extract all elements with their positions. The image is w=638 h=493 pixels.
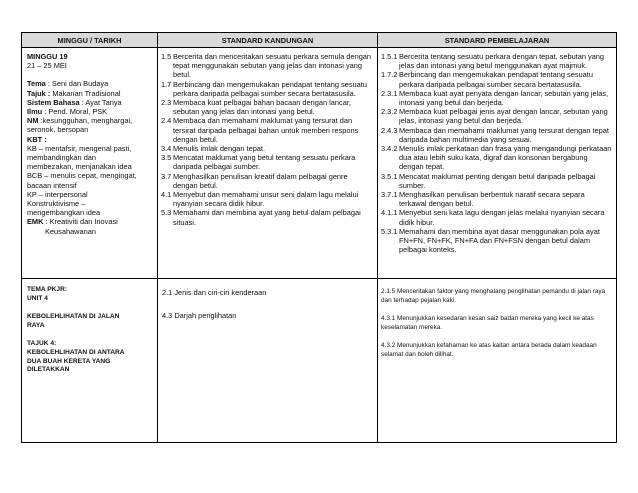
table-row (22, 279, 617, 443)
sistem-line: Sistem Bahasa : Ayat Tanya (27, 97, 122, 107)
list-item: 3.4 Menulis imlak dengan tepat. (161, 144, 266, 154)
list-item: 4.1 Menyebut dan memahami unsur seni dalam lagu melalui nyanyian secara didik hibur. (161, 190, 359, 209)
kbt-line: KP – interpersonal (27, 189, 88, 199)
kbt-line: membezakan, menjanakan idea (27, 162, 132, 172)
list-item: 3.5 Mencatat maklumat yang betul tentang sesuatu perkara daripada pelbagai sumber. (161, 153, 356, 172)
emk-line: EMK : Kreativiti dan Inovasi (27, 217, 118, 227)
standard-kandungan-cell (158, 48, 378, 279)
kbt-line: membandingkan dan (27, 153, 97, 163)
list-item: 2.3 Membaca kuat pelbagai bahan bacaan dengan lancar, sebutan yang jelas dan intonasi yang betul. (161, 98, 351, 117)
pkjr-kebolehlihatan-2: RAYA (27, 321, 45, 329)
kbt-line: BCB – menulis cepat, mengingat, (27, 171, 137, 181)
week-number: MINGGU 19 (27, 52, 68, 61)
pkjr-pembelajaran-item: 4.3.2 Menunjukkan kefahaman ke atas kaitan antara berada dalam keadaan selamat dan boleh dilihat. (381, 342, 597, 358)
ilmu-line: Ilmu : Pend. Moral, PSK (27, 107, 108, 117)
kbt-label: KBT : (27, 134, 47, 144)
pkjr-pembelajaran-item: 4.3.1 Menunjukkan kesedaran kesan saiz badan mereka yang kecil ke atas keselamatan mereka. (381, 315, 594, 331)
list-item: 5.3.1 Memahami dan membina ayat dasar menggunakan pola ayat FN+FN, FN+FK, FN+FA dan FN+FSN dengan betul dalam pelbagai konteks. (381, 226, 600, 255)
pkjr-kandungan-item: 2.1 Jenis dan ciri-ciri kenderaan (162, 288, 267, 297)
list-item: 1.7 Berbincang dan mengemukakan pendapat tentang sesuatu perkara daripada pelbagai sumber secara bertatasusila. (161, 79, 367, 98)
pkjr-cell (22, 279, 158, 443)
nm-line: NM :kesungguhan, menghargai, (27, 116, 133, 126)
pkjr-tajuk: TAJUK 4: (27, 340, 57, 348)
nm-line-2: seronok, bersopan (27, 125, 89, 135)
standard-pembelajaran-cell (378, 48, 617, 279)
list-item: 2.4 Membaca dan memahami maklumat yang tersurat dan tersirat daripada pelbagai bahan untuk memberi respons dengan betul. (161, 116, 359, 144)
list-item: 3.7 Menghasilkan penulisan kreatif dalam pelbagai genre dengan betul. (161, 171, 348, 190)
header-minggu: MINGGU / TARIKH (22, 33, 158, 48)
lesson-plan-table (21, 32, 617, 443)
kbt-line: mengembangkan idea (27, 208, 101, 218)
week-cell (22, 48, 158, 279)
list-item: 3.7.1 Menghasilkan penulisan berbentuk naratif secara separa terkawal dengan betul. (381, 190, 585, 209)
kbt-line: KB – mentafsir, mengenal pasti, (27, 143, 132, 153)
pkjr-tajuk-line: DILETAKKAN (27, 366, 70, 374)
pkjr-unit: UNIT 4 (27, 294, 48, 302)
pkjr-tema: TEMA PKJR: (27, 286, 68, 293)
table-row (22, 48, 617, 279)
tema-line: Tema : Seni dan Budaya (27, 79, 109, 89)
list-item: 3.5.1 Mencatat maklumat penting dengan betul daripada pelbagai sumber. (381, 171, 596, 190)
list-item: 1.7.2 Berbincang dan mengemukakan pendapat tentang sesuatu perkara daripada pelbagai sumber secara bertatasusila. (381, 70, 593, 89)
pkjr-tajuk-line: KEBOLEHLIHATAN DI ANTARA (27, 348, 125, 356)
header-kandungan: STANDARD KANDUNGAN (158, 33, 378, 48)
list-item: 2.3.2 Membaca kuat pelbagai jenis ayat dengan lancar, sebutan yang jelas, intonasi yang betul dan berjeda. (381, 107, 608, 126)
header-row (22, 33, 617, 48)
pkjr-tajuk-line: DUA BUAH KERETA YANG (27, 357, 111, 365)
list-item: 1.5 Bercerita dan menceritakan sesuatu perkara semula dengan tepat menggunakan sebutan yang jelas dan intonasi yang betul. (161, 52, 372, 80)
header-pembelajaran: STANDARD PEMBELAJARAN (378, 33, 617, 48)
week-dates: 21 – 25 MEI (27, 61, 67, 71)
emk-line-2: Keusahawanan (45, 226, 96, 236)
pkjr-pembelajaran-cell (378, 279, 617, 443)
pkjr-kandungan-item: 4.3 Darjah penglihatan (162, 311, 237, 320)
list-item: 4.1.1 Menyebut seni kata lagu dengan jelas melalui nyanyian secara didik hibur. (381, 208, 605, 227)
list-item: 5.3 Memahami dan membina ayat yang betul dalam pelbagai situasi. (161, 208, 361, 227)
list-item: 2.3.1 Membaca kuat ayat penyata dengan lancar, sebutan yang jelas, intonasi yang betul dan berjeda. (381, 88, 609, 108)
list-item: 3.4.2 Menulis imlak perkataan dan frasa yang mengandungi perkataan dua atau lebih suku kata, digraf dan konsonan bergabung dengan tepat. (381, 144, 612, 172)
tajuk-line: Tajuk : Makanan Tradisional (27, 88, 121, 98)
pkjr-pembelajaran-item: 2.1.5 Menceritakan faktor yang menghalang penglihatan pemandu di jalan raya dan terhadap pejalan kaki. (381, 288, 606, 304)
list-item: 1.5.1 Bercerita tentang sesuatu perkara dengan tepat, sebutan yang jelas dan intonasi yang betul menggunakan ayat majmuk. (381, 52, 605, 71)
kbt-line: Konstruktivisme – (27, 199, 86, 209)
pkjr-kebolehlihatan: KEBOLEHLIHATAN DI JALAN (27, 313, 120, 321)
kbt-line: bacaan intensif (27, 180, 77, 190)
list-item: 2.4.3 Membaca dan memahami maklumat yang tersurat dengan tepat daripada bahan multimedia yang sesuai. (381, 125, 609, 144)
pkjr-kandungan-cell (158, 279, 378, 443)
